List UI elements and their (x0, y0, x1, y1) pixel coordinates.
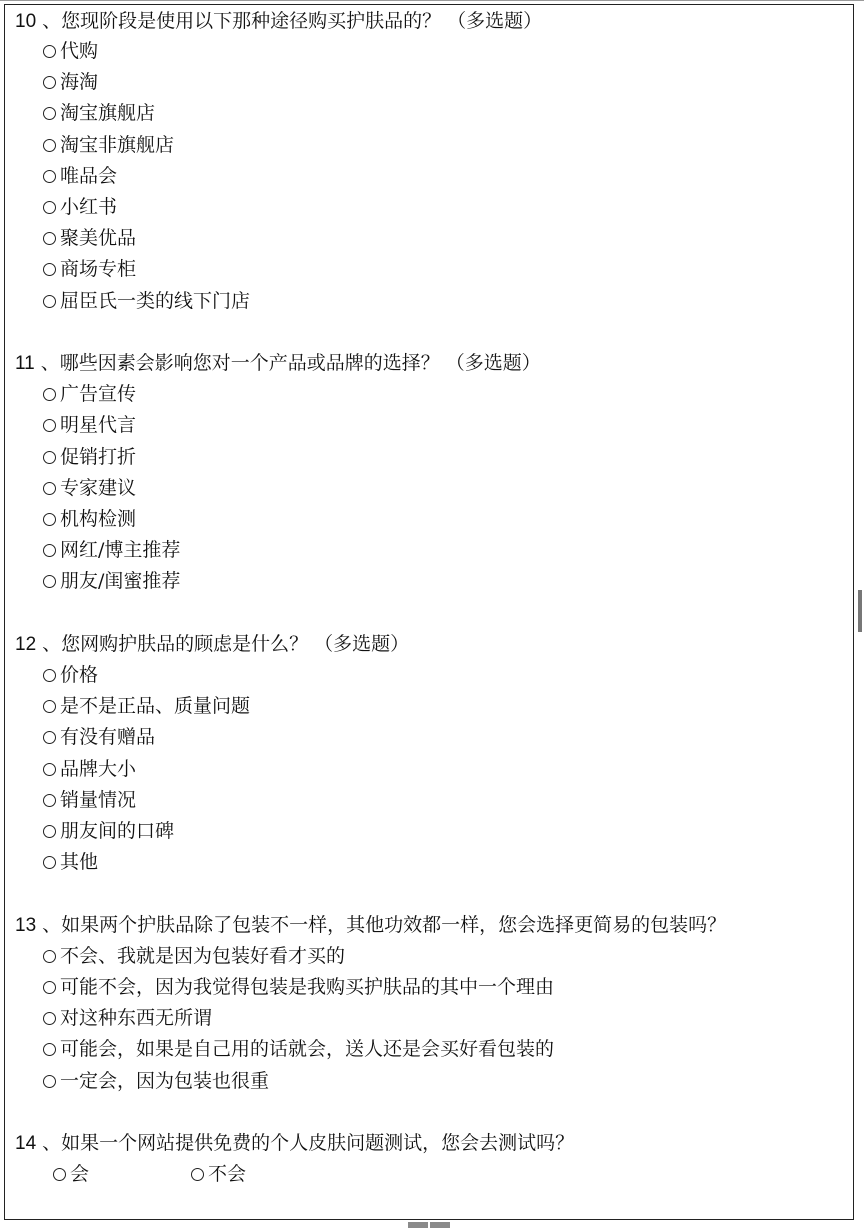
option-radio[interactable] (43, 755, 136, 783)
page-top-edge (0, 0, 864, 1)
radio-circle-icon (43, 763, 56, 776)
radio-circle-icon (43, 575, 56, 588)
option-radio[interactable] (43, 1035, 554, 1063)
question-text: 、哪些因素会影响您对一个产品或品牌的选择？ （多选题） (40, 352, 541, 374)
option-radio[interactable] (43, 99, 155, 127)
questionnaire-sheet (4, 4, 854, 1220)
option-label: 淘宝非旗舰店 (60, 134, 175, 156)
option-label: 网红/博主推荐 (60, 539, 181, 561)
radio-circle-icon (43, 825, 56, 838)
option-radio[interactable] (43, 380, 136, 408)
option-radio[interactable] (43, 162, 117, 190)
option-label: 专家建议 (60, 477, 137, 499)
option-radio[interactable] (43, 723, 155, 751)
question-number: 14 (15, 1133, 37, 1154)
option-radio[interactable] (43, 505, 136, 533)
option-label: 不会、我就是因为包装好看才买的 (60, 945, 346, 967)
radio-circle-icon (43, 263, 56, 276)
option-radio[interactable] (43, 287, 250, 315)
option-radio[interactable] (43, 661, 98, 689)
option-radio[interactable] (43, 942, 345, 970)
option-label: 商场专柜 (60, 258, 137, 280)
question-text: 、您网购护肤品的顾虑是什么？ （多选题） (42, 633, 410, 655)
page-bottom-marker (408, 1222, 450, 1228)
option-radio[interactable] (43, 68, 98, 96)
radio-circle-icon (43, 950, 56, 963)
option-label: 销量情况 (60, 789, 137, 811)
radio-circle-icon (53, 1168, 66, 1181)
radio-circle-icon (191, 1168, 204, 1181)
radio-circle-icon (43, 419, 56, 432)
question-text: 、如果一个网站提供免费的个人皮肤问题测试，您会去测试吗？ (42, 1132, 575, 1154)
option-radio[interactable] (191, 1160, 246, 1188)
question-number: 11 (15, 353, 35, 374)
radio-circle-icon (43, 451, 56, 464)
option-label: 可能会，如果是自己用的话就会，送人还是会买好看包装的 (60, 1038, 555, 1060)
question-title (15, 7, 843, 35)
radio-circle-icon (43, 669, 56, 682)
question-14 (15, 1129, 843, 1157)
question-title (15, 630, 843, 658)
option-radio[interactable] (43, 786, 136, 814)
option-label: 聚美优品 (60, 227, 137, 249)
question-text: 、如果两个护肤品除了包装不一样，其他功效都一样，您会选择更简易的包装吗？ (42, 914, 727, 936)
question-11 (15, 349, 843, 377)
option-radio[interactable] (43, 193, 117, 221)
radio-circle-icon (43, 107, 56, 120)
option-label: 机构检测 (60, 508, 137, 530)
option-radio[interactable] (43, 817, 174, 845)
option-label: 品牌大小 (60, 758, 137, 780)
option-label: 对这种东西无所谓 (60, 1007, 213, 1029)
option-label: 其他 (60, 851, 99, 873)
question-title (15, 1129, 843, 1157)
option-label: 有没有赠品 (60, 726, 156, 748)
option-label: 一定会，因为包装也很重 (60, 1070, 270, 1092)
option-label: 淘宝旗舰店 (60, 102, 156, 124)
option-radio[interactable] (43, 255, 136, 283)
radio-circle-icon (43, 1075, 56, 1088)
option-label: 朋友间的口碑 (60, 820, 175, 842)
option-label: 海淘 (60, 71, 99, 93)
radio-circle-icon (43, 201, 56, 214)
option-radio[interactable] (43, 848, 98, 876)
option-radio[interactable] (43, 567, 180, 595)
radio-circle-icon (43, 170, 56, 183)
question-number: 13 (15, 915, 37, 936)
question-12 (15, 630, 843, 658)
option-label: 朋友/闺蜜推荐 (60, 570, 181, 592)
radio-circle-icon (43, 482, 56, 495)
option-radio[interactable] (43, 692, 250, 720)
option-label: 屈臣氏一类的线下门店 (60, 290, 251, 312)
option-label: 唯品会 (60, 165, 118, 187)
question-title (15, 349, 843, 377)
radio-circle-icon (43, 856, 56, 869)
option-radio[interactable] (53, 1160, 89, 1188)
option-label: 促销打折 (60, 446, 137, 468)
option-label: 可能不会，因为我觉得包装是我购买护肤品的其中一个理由 (60, 976, 555, 998)
radio-circle-icon (43, 1043, 56, 1056)
question-13 (15, 911, 843, 939)
question-number: 12 (15, 634, 37, 655)
option-label: 不会 (208, 1163, 247, 1185)
radio-circle-icon (43, 295, 56, 308)
option-radio[interactable] (43, 131, 174, 159)
option-radio[interactable] (43, 224, 136, 252)
option-label: 广告宣传 (60, 383, 137, 405)
option-label: 代购 (60, 40, 99, 62)
radio-circle-icon (43, 700, 56, 713)
option-radio[interactable] (43, 443, 136, 471)
option-label: 明星代言 (60, 414, 137, 436)
radio-circle-icon (43, 513, 56, 526)
option-label: 小红书 (60, 196, 118, 218)
option-label: 会 (70, 1163, 90, 1185)
option-radio[interactable] (43, 973, 554, 1001)
radio-circle-icon (43, 139, 56, 152)
option-radio[interactable] (43, 1067, 269, 1095)
option-radio[interactable] (43, 474, 136, 502)
question-text: 、您现阶段是使用以下那种途径购买护肤品的？ （多选题） (42, 10, 543, 32)
radio-circle-icon (43, 388, 56, 401)
radio-circle-icon (43, 1012, 56, 1025)
option-radio[interactable] (43, 411, 136, 439)
option-label: 是不是正品、质量问题 (60, 695, 251, 717)
option-radio[interactable] (43, 536, 180, 564)
radio-circle-icon (43, 544, 56, 557)
question-title (15, 911, 843, 939)
radio-circle-icon (43, 45, 56, 58)
radio-circle-icon (43, 981, 56, 994)
question-10 (15, 7, 843, 35)
option-label: 价格 (60, 664, 99, 686)
question-number: 10 (15, 11, 37, 32)
radio-circle-icon (43, 232, 56, 245)
radio-circle-icon (43, 731, 56, 744)
option-radio[interactable] (43, 37, 98, 65)
radio-circle-icon (43, 76, 56, 89)
page-edge-marker (858, 590, 862, 632)
option-radio[interactable] (43, 1004, 212, 1032)
radio-circle-icon (43, 794, 56, 807)
